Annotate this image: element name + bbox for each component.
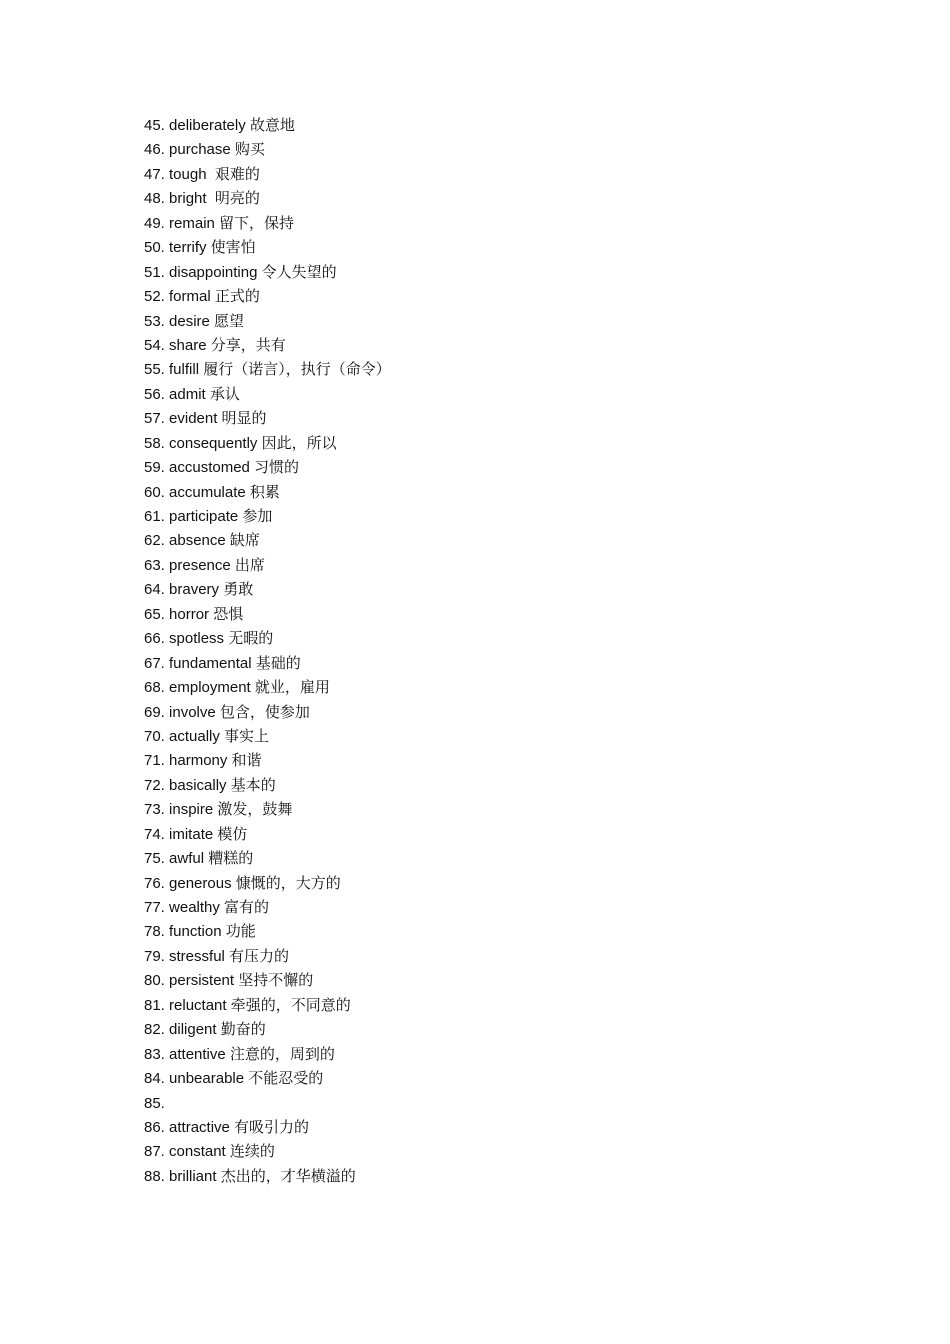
list-item: 84. unbearable 不能忍受的 <box>144 1070 324 1088</box>
list-item: 61. participate 参加 <box>144 508 273 525</box>
list-item: 53. desire 愿望 <box>144 312 245 330</box>
list-item: 49. remain 留下，保持 <box>144 214 295 232</box>
list-item: 77. wealthy 富有的 <box>144 899 270 916</box>
list-item: 86. attractive 有吸引力的 <box>144 1118 310 1136</box>
list-item: 74. imitate 模仿 <box>144 825 248 843</box>
list-item: 81. reluctant 牵强的，不同意的 <box>144 996 351 1014</box>
list-item: 46. purchase 购买 <box>144 141 265 159</box>
list-item: 66. spotless 无暇的 <box>144 630 274 648</box>
list-item: 45. deliberately 故意地 <box>144 117 295 134</box>
list-item: 55. fulfill 履行（诺言），执行（命令） <box>144 361 391 379</box>
list-item: 51. disappointing 令人失望的 <box>144 263 337 281</box>
list-item: 56. admit 承认 <box>144 385 240 403</box>
list-item: 69. involve 包含，使参加 <box>144 703 310 721</box>
list-item: 60. accumulate 积累 <box>144 483 280 501</box>
list-item: 63. presence 出席 <box>144 556 265 574</box>
list-item: 82. diligent 勤奋的 <box>144 1021 266 1039</box>
list-item: 48. bright 明亮的 <box>144 190 260 208</box>
list-item: 87. constant 连续的 <box>144 1143 275 1161</box>
list-item: 70. actually 事实上 <box>144 727 270 745</box>
list-item: 71. harmony 和谐 <box>144 752 262 770</box>
list-item: 73. inspire 激发，鼓舞 <box>144 801 293 819</box>
list-item: 54. share 分享，共有 <box>144 336 286 354</box>
list-item: 68. employment 就业，雇用 <box>144 679 330 697</box>
vocabulary-list <box>144 114 391 1189</box>
list-item: 78. function 功能 <box>144 923 256 941</box>
list-item: 75. awful 糟糕的 <box>144 850 254 868</box>
list-item: 59. accustomed 习惯的 <box>144 459 300 477</box>
list-item: 65. horror 恐惧 <box>144 605 244 623</box>
list-item: 67. fundamental 基础的 <box>144 654 301 672</box>
list-item: 76. generous 慷慨的，大方的 <box>144 874 341 892</box>
list-item: 62. absence 缺席 <box>144 532 260 550</box>
list-item: 72. basically 基本的 <box>144 776 276 794</box>
list-item: 85. <box>144 1094 165 1112</box>
list-item: 79. stressful 有压力的 <box>144 947 290 965</box>
list-item: 88. brilliant 杰出的，才华横溢的 <box>144 1167 356 1185</box>
list-item: 47. tough 艰难的 <box>144 165 260 183</box>
list-item: 50. terrify 使害怕 <box>144 239 256 257</box>
list-item: 57. evident 明显的 <box>144 410 267 428</box>
list-item: 83. attentive 注意的，周到的 <box>144 1045 335 1063</box>
list-item: 58. consequently 因此，所以 <box>144 434 337 452</box>
list-item: 80. persistent 坚持不懈的 <box>144 972 314 990</box>
list-item: 64. bravery 勇敢 <box>144 581 254 599</box>
list-item: 52. formal 正式的 <box>144 288 260 306</box>
